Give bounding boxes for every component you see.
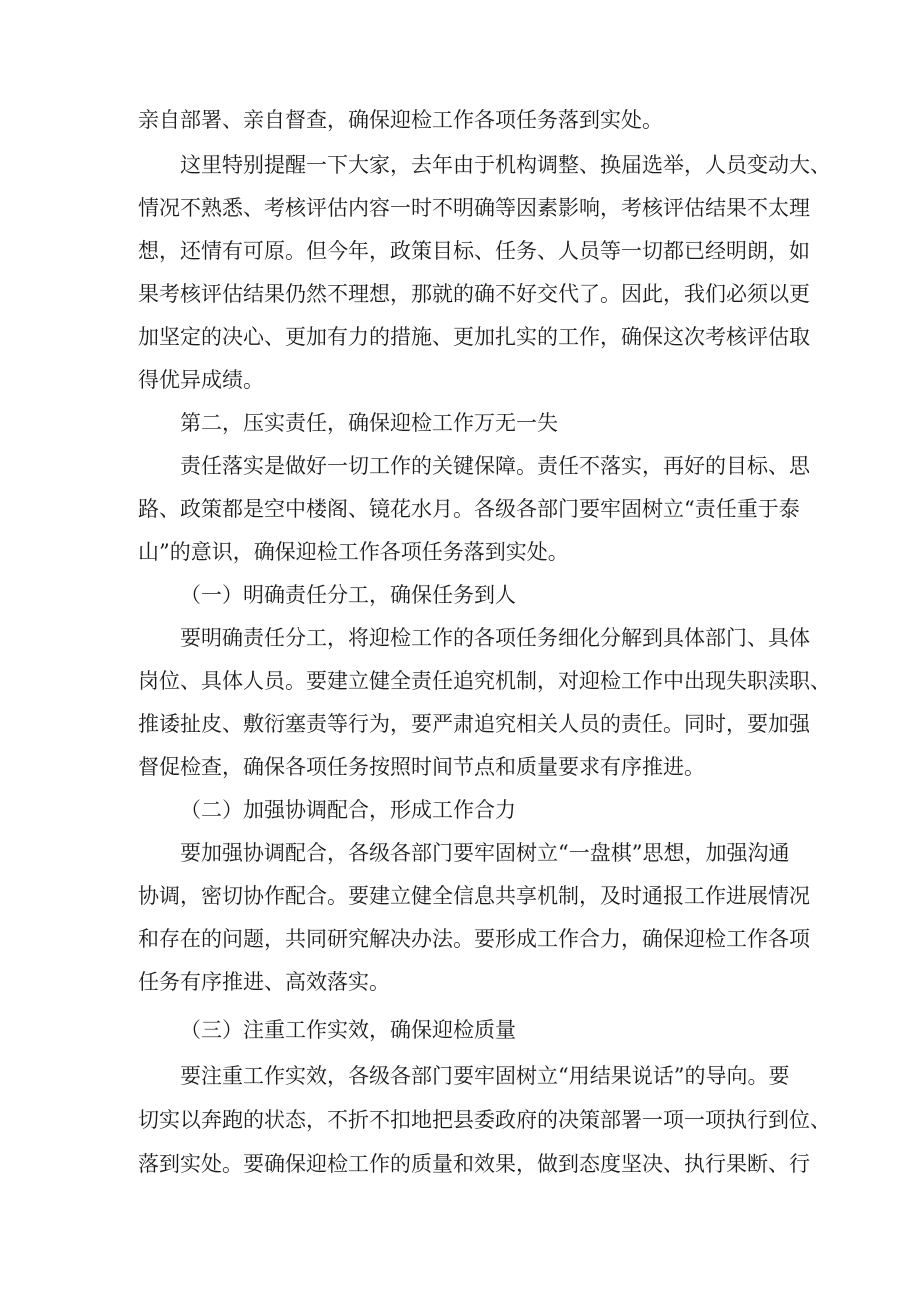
paragraph-line: 想，还情有可原。但今年，政策目标、任务、人员等一切都已经明朗，如: [138, 239, 810, 263]
paragraph-line: 加坚定的决心、更加有力的措施、更加扎实的工作，确保这次考核评估取: [138, 325, 810, 349]
paragraph-line: 和存在的问题，共同研究解决办法。要形成工作合力，确保迎检工作各项: [138, 927, 810, 951]
subsection-heading: （二）加强协调配合，形成工作合力: [180, 798, 516, 822]
paragraph-line: 果考核评估结果仍然不理想，那就的确不好交代了。因此，我们必须以更: [138, 282, 810, 306]
paragraph-line: 岗位、具体人员。要建立健全责任追究机制，对迎检工作中出现失职渎职、: [138, 669, 831, 693]
paragraph-line: 这里特别提醒一下大家，去年由于机构调整、换届选举，人员变动大、: [180, 153, 831, 177]
paragraph-line: 要明确责任分工，将迎检工作的各项任务细化分解到具体部门、具体: [180, 626, 810, 650]
paragraph-line: 要注重工作实效，各级各部门要牢固树立“用结果说话”的导向。要: [180, 1064, 790, 1088]
subsection-heading: （一）明确责任分工，确保任务到人: [180, 583, 516, 607]
paragraph-line: 切实以奔跑的状态，不折不扣地把县委政府的决策部署一项一项执行到位、: [138, 1108, 831, 1132]
paragraph-line: 落到实处。要确保迎检工作的质量和效果，做到态度坚决、执行果断、行: [138, 1152, 810, 1176]
paragraph-line: 协调，密切协作配合。要建立健全信息共享机制，及时通报工作进展情况: [138, 884, 810, 908]
paragraph-line: 要加强协调配合，各级各部门要牢固树立“一盘棋”思想，加强沟通: [180, 841, 790, 865]
paragraph-line: 路、政策都是空中楼阁、镜花水月。各级各部门要牢固树立“责任重于泰: [138, 497, 800, 521]
paragraph-line: 推诿扯皮、敷衍塞责等行为，要严肃追究相关人员的责任。同时，要加强: [138, 712, 810, 736]
paragraph-line: 得优异成绩。: [138, 368, 264, 392]
subsection-heading: （三）注重工作实效，确保迎检质量: [180, 1018, 516, 1042]
paragraph-line: 责任落实是做好一切工作的关键保障。责任不落实，再好的目标、思: [180, 454, 810, 478]
paragraph-line: 山”的意识，确保迎检工作各项任务落到实处。: [138, 540, 569, 564]
paragraph-line: 情况不熟悉、考核评估内容一时不明确等因素影响，考核评估结果不太理: [138, 196, 810, 220]
section-heading: 第二，压实责任，确保迎检工作万无一失: [180, 411, 558, 435]
paragraph-line: 督促检查，确保各项任务按照时间节点和质量要求有序推进。: [138, 755, 705, 779]
paragraph-line: 任务有序推进、高效落实。: [138, 970, 390, 994]
paragraph-line: 亲自部署、亲自督查，确保迎检工作各项任务落到实处。: [138, 108, 663, 132]
